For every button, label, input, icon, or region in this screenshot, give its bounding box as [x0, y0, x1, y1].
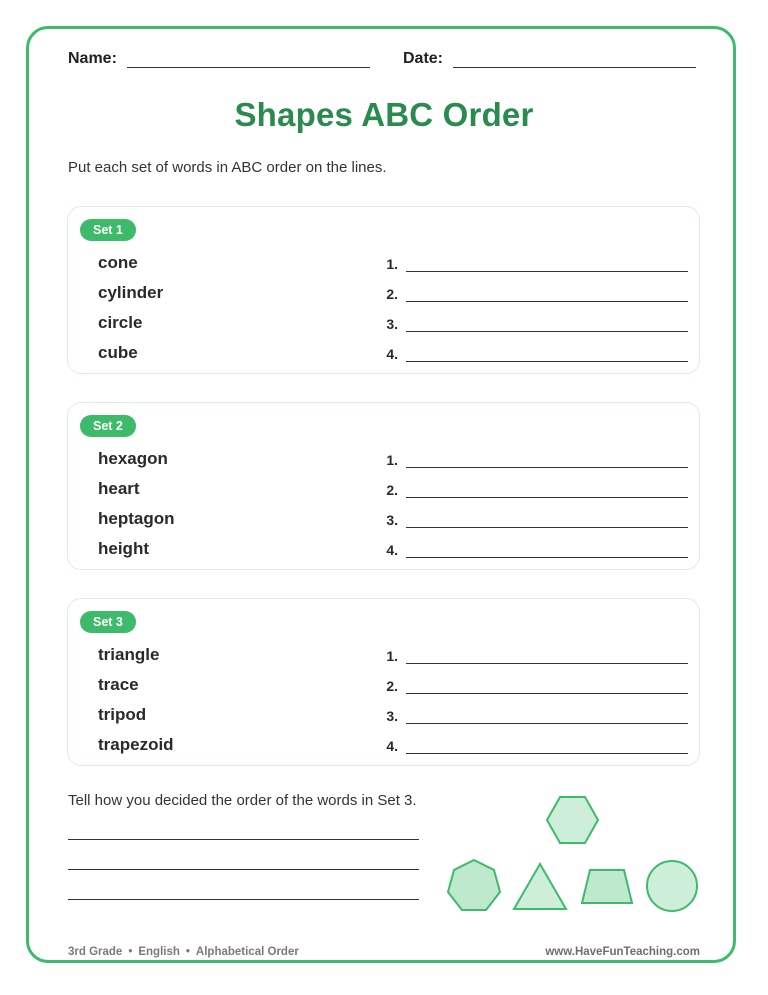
heptagon-icon — [448, 860, 500, 910]
word-set-1 — [67, 206, 700, 374]
footer-grade: 3rd Grade — [68, 946, 123, 958]
answer-number: 1. — [386, 648, 398, 664]
footer-topic: Alphabetical Order — [195, 946, 299, 958]
answer-number: 4. — [386, 542, 398, 558]
answer-line[interactable] — [406, 752, 688, 754]
name-row — [68, 44, 370, 68]
set-word: heptagon — [98, 509, 175, 528]
answer-number: 4. — [386, 738, 398, 754]
set-word: triangle — [98, 645, 160, 664]
set-word: hexagon — [98, 449, 168, 468]
date-label: Date: — [403, 50, 444, 67]
set-badge: Set 1 — [80, 219, 136, 241]
set-word: circle — [98, 313, 143, 332]
set-word: trapezoid — [98, 735, 174, 754]
answer-line[interactable] — [406, 662, 688, 664]
answer-number: 3. — [386, 708, 398, 724]
set-word: trace — [98, 675, 139, 694]
answer-number: 3. — [386, 316, 398, 332]
response-line[interactable] — [68, 838, 419, 840]
response-line[interactable] — [68, 868, 419, 870]
set-word: heart — [98, 479, 140, 498]
footer-website[interactable]: www.HaveFunTeaching.com — [545, 946, 700, 958]
answer-line[interactable] — [406, 526, 688, 528]
footer-tags — [68, 946, 299, 958]
circle-icon — [647, 861, 697, 911]
name-label: Name: — [68, 50, 117, 67]
answer-line[interactable] — [406, 496, 688, 498]
word-set-2 — [67, 402, 700, 570]
answer-number: 1. — [386, 452, 398, 468]
trapezoid-icon — [582, 870, 632, 903]
shape-illustrations — [440, 790, 705, 920]
response-line[interactable] — [68, 898, 419, 900]
answer-line[interactable] — [406, 722, 688, 724]
answer-line[interactable] — [406, 692, 688, 694]
answer-line[interactable] — [406, 300, 688, 302]
date-field[interactable] — [453, 53, 696, 68]
footer-separator: • — [185, 946, 190, 958]
answer-line[interactable] — [406, 466, 688, 468]
answer-line[interactable] — [406, 360, 688, 362]
page-title: Shapes ABC Order — [234, 96, 534, 133]
answer-number: 1. — [386, 256, 398, 272]
footer-subject: English — [138, 946, 180, 958]
answer-number: 2. — [386, 286, 398, 302]
answer-number: 3. — [386, 512, 398, 528]
answer-number: 2. — [386, 678, 398, 694]
answer-number: 2. — [386, 482, 398, 498]
set-word: cube — [98, 343, 138, 362]
triangle-icon — [514, 864, 566, 909]
set-word: height — [98, 539, 149, 558]
answer-number: 4. — [386, 346, 398, 362]
date-row — [403, 44, 696, 68]
instructions: Put each set of words in ABC order on the lines. — [68, 159, 387, 176]
hexagon-icon — [547, 797, 598, 843]
set-word: cylinder — [98, 283, 164, 302]
answer-line[interactable] — [406, 270, 688, 272]
word-set-3 — [67, 598, 700, 766]
set-word: tripod — [98, 705, 147, 724]
set-badge: Set 3 — [80, 611, 136, 633]
name-field[interactable] — [127, 53, 370, 68]
set-word: cone — [98, 253, 138, 272]
answer-line[interactable] — [406, 556, 688, 558]
response-question: Tell how you decided the order of the words in Set 3. — [68, 792, 417, 809]
footer-separator: • — [128, 946, 133, 958]
answer-line[interactable] — [406, 330, 688, 332]
set-badge: Set 2 — [80, 415, 136, 437]
